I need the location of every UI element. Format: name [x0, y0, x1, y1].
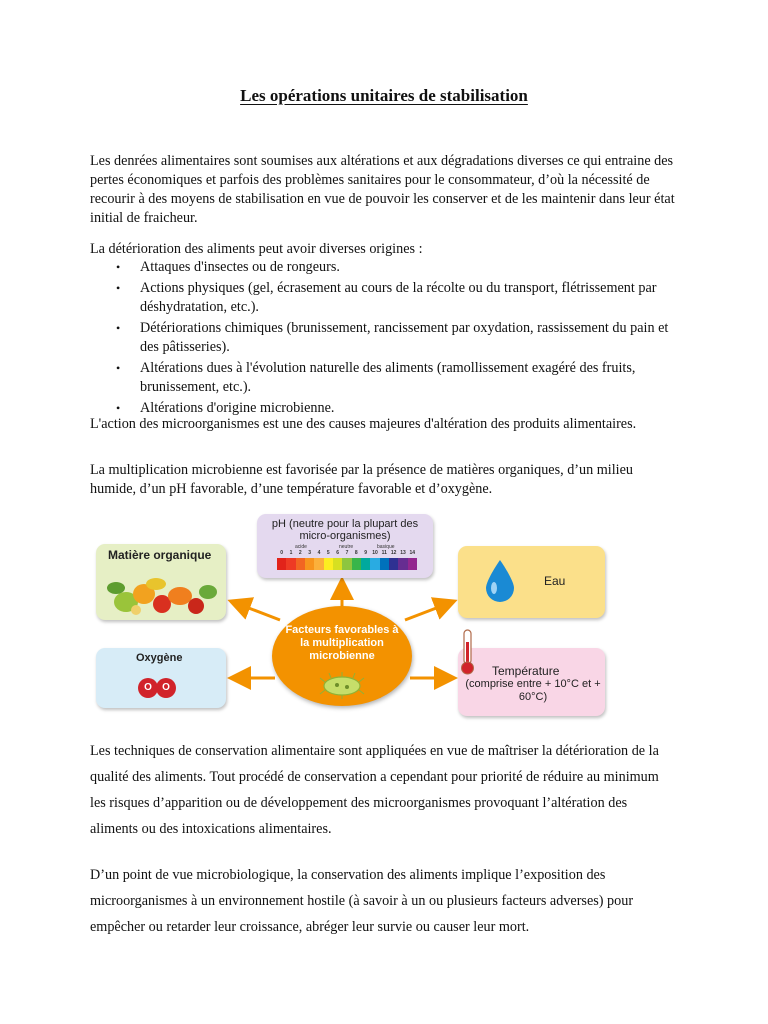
temperature-range: (comprise entre + 10°C et + 60°C) [465, 678, 601, 703]
origins-list [90, 258, 678, 418]
ph-neutral-label: neutre [339, 544, 354, 550]
arrow-matiere [233, 602, 280, 620]
ph-number: 0 [280, 550, 284, 556]
ph-number: 11 [381, 550, 387, 556]
matiere-box [96, 544, 226, 620]
ph-scale-numbers [277, 550, 417, 557]
eau-label: Eau [544, 574, 566, 588]
ph-color-cell [296, 558, 305, 570]
ph-color-cell [286, 558, 295, 570]
ph-number: 10 [372, 550, 378, 556]
ph-number: 14 [409, 550, 416, 556]
ph-number: 13 [400, 550, 406, 556]
ph-color-cell [408, 558, 417, 570]
ph-number: 3 [308, 550, 312, 556]
intro-paragraph: Les denrées alimentaires sont soumises aux altérations et aux dégradations diverses ce qui entraine des pertes économiques et parfois des problèmes sanitaires pour le consommateur, d’où la nécessité de recourir à des moyens de stabilisation en vue de pouvoir les conserver et de les maintenir dans leur état initial de fraicheur. [90, 153, 675, 226]
ph-number: 2 [298, 550, 302, 556]
center-label: Facteurs favorables à la multiplication microbienne [285, 624, 399, 662]
oxygen-atom-2: O [156, 678, 176, 698]
ph-color-cell [314, 558, 323, 570]
ph-color-cell [342, 558, 351, 570]
ph-color-cell [333, 558, 342, 570]
ph-number: 9 [364, 550, 368, 556]
ph-label: pH (neutre pour la plupart des micro-organismes) [271, 518, 419, 542]
ph-color-cell [324, 558, 333, 570]
ph-color-cell [361, 558, 370, 570]
ph-basic-label: basique [377, 544, 395, 550]
arrow-eau [405, 602, 452, 620]
ph-color-cell [305, 558, 314, 570]
ph-color-cell [352, 558, 361, 570]
ph-box [257, 514, 433, 578]
ph-color-cell [380, 558, 389, 570]
list-item: • Altérations d'origine microbienne. [90, 399, 678, 418]
ph-number: 5 [326, 550, 330, 556]
ph-number: 1 [289, 550, 293, 556]
ph-color-cell [370, 558, 379, 570]
page-title: Les opérations unitaires de stabilisation [240, 86, 528, 105]
ph-color-cell [398, 558, 407, 570]
multiplication-paragraph: La multiplication microbienne est favorisée par la présence de matières organiques, d’un milieu humide, d’un pH favorable, d’une température favorable et d’oxygène. [90, 462, 634, 497]
ph-number: 7 [345, 550, 349, 556]
list-item: • Détériorations chimiques (brunissement, rancissement par oxydation, rassissement du pain et des pâtisseries). [90, 319, 678, 357]
ph-color-cell [277, 558, 286, 570]
ph-number: 12 [390, 550, 397, 556]
thermometer-icon [458, 628, 478, 678]
origins-intro: La détérioration des aliments peut avoir diverses origines : [90, 241, 423, 257]
water-drop-icon [480, 556, 520, 606]
ph-number: 8 [354, 550, 358, 556]
list-item: • Attaques d'insectes ou de rongeurs. [90, 258, 678, 277]
oxygene-label: Oxygène [136, 652, 183, 664]
ph-color-cell [389, 558, 398, 570]
list-item: • Altérations dues à l'évolution naturelle des aliments (ramollissement exagéré des fruits, brunissement, etc.). [90, 359, 678, 397]
ph-number: 4 [317, 550, 321, 556]
temperature-box [458, 648, 605, 716]
ph-color-strip [277, 558, 417, 570]
temperature-label: Température [492, 664, 560, 678]
eau-box [458, 546, 605, 618]
ph-number: 6 [336, 550, 340, 556]
vegetables-icon [96, 544, 226, 620]
factors-diagram [90, 510, 610, 720]
list-item: • Actions physiques (gel, écrasement au cours de la récolte ou du transport, flétrissement par déshydratation, etc.). [90, 279, 678, 317]
microbio-paragraph: D’un point de vue microbiologique, la conservation des aliments implique l’exposition des microorganismes à un environnement hostile (à savoir à un ou plusieurs facteurs adverses) pour empêcher ou retarder leur croissance, abréger leur survie ou causer leur mort. [90, 867, 634, 935]
oxygene-box [96, 648, 226, 708]
techniques-paragraph: Les techniques de conservation alimentaire sont appliquées en vue de maîtriser la détérioration de la qualité des aliments. Tout procédé de conservation a cependant pour priorité de réduire au minimum les risques d’apparition ou de développement des microorganismes provoquant l’altération des aliments ou des intoxications alimentaires. [90, 743, 659, 837]
center-circle [272, 606, 412, 706]
ph-acid-label: acide [295, 544, 307, 550]
oxygen-atom-1: O [138, 678, 158, 698]
matiere-label: Matière organique [108, 548, 212, 562]
micro-action-paragraph: L'action des microorganismes est une des causes majeures d'altération des produits alimentaires. [90, 416, 637, 432]
microbe-icon [317, 672, 367, 700]
